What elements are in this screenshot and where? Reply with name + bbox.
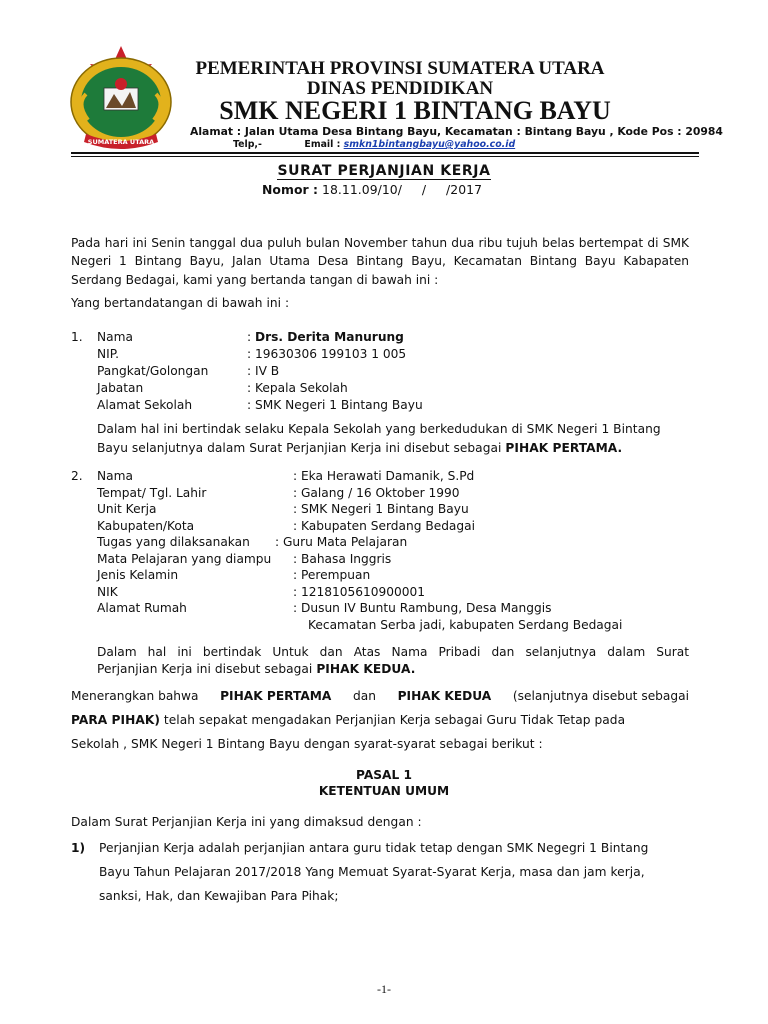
explain-text: dan bbox=[353, 689, 376, 703]
signed-below-text: Yang bertandatangan di bawah ini : bbox=[71, 296, 290, 310]
explain-pihak-kedua: PIHAK KEDUA bbox=[397, 689, 492, 703]
party1-row-rank bbox=[97, 363, 657, 380]
field-colon: : bbox=[247, 347, 255, 362]
field-label: Nama bbox=[97, 330, 133, 345]
definitions-intro: Dalam Surat Perjanjian Kerja ini yang dimaksud dengan : bbox=[71, 815, 422, 829]
field-colon: : bbox=[247, 363, 255, 378]
field-colon: : bbox=[293, 601, 301, 616]
field-label: Jabatan bbox=[97, 380, 144, 395]
field-value: Drs. Derita Manurung bbox=[254, 330, 404, 345]
field-colon: : bbox=[293, 469, 301, 484]
pasal-subtitle: KETENTUAN UMUM bbox=[318, 784, 450, 798]
field-colon: : bbox=[293, 502, 301, 517]
field-colon: : bbox=[293, 485, 301, 500]
field-value: IV B bbox=[254, 363, 280, 378]
field-label: Mata Pelajaran yang diampu bbox=[97, 551, 272, 566]
party2-row bbox=[97, 567, 657, 584]
nomor-value: 18.11.09/10/ / /2017 bbox=[322, 182, 483, 197]
field-colon: : bbox=[247, 330, 255, 345]
document-number bbox=[262, 182, 482, 197]
party2-address-continuation bbox=[97, 617, 657, 634]
party2-fields bbox=[97, 468, 657, 633]
explain-line3: Sekolah , SMK Negeri 1 Bintang Bayu dengan syarat-syarat sebagai berikut : bbox=[71, 737, 543, 751]
field-value: SMK Negeri 1 Bintang Bayu bbox=[300, 502, 469, 517]
desc-text: Perjanjian Kerja ini disebut sebagai bbox=[97, 662, 313, 676]
party1-number: 1. bbox=[71, 330, 83, 344]
field-value: Kabupaten Serdang Bedagai bbox=[300, 518, 475, 533]
letterhead-contact bbox=[233, 139, 515, 150]
field-value: Kecamatan Serba jadi, kabupaten Serdang Bedagai bbox=[308, 617, 623, 632]
field-colon: : bbox=[293, 518, 301, 533]
explain-pihak-pertama: PIHAK PERTAMA bbox=[220, 689, 332, 703]
field-value: SMK Negeri 1 Bintang Bayu bbox=[254, 397, 423, 412]
intro-paragraph: Pada hari ini Senin tanggal dua puluh bulan November tahun dua ribu tujuh belas bertempat di SMK Negeri 1 Bintang Bayu, Jalan Utama Desa Bintang Bayu, Kecamatan Bintang Bayu Kabapaten Serdang Bedagai, kami yang bertanda tangan di bawah ini : bbox=[71, 236, 689, 287]
telp-label: Telp,- bbox=[233, 139, 262, 150]
party2-description-line2 bbox=[97, 662, 415, 676]
letterhead-divider-thin bbox=[71, 156, 699, 157]
party2-row bbox=[97, 600, 657, 617]
explain-text: (selanjutnya disebut sebagai bbox=[512, 689, 689, 703]
field-value: Dusun IV Buntu Rambung, Desa Manggis bbox=[300, 601, 552, 616]
party1-description-line1: Dalam hal ini bertindak selaku Kepala Sekolah yang berkedudukan di SMK Negeri 1 Bintang bbox=[97, 422, 661, 436]
party1-row-nip bbox=[97, 346, 657, 363]
field-value: Kepala Sekolah bbox=[254, 380, 348, 395]
item1-line1: Perjanjian Kerja adalah perjanjian antara guru tidak tetap dengan SMK Negegri 1 Bintang bbox=[99, 841, 649, 855]
page-number: -1- bbox=[377, 982, 391, 996]
document-title: SURAT PERJANJIAN KERJA bbox=[277, 163, 491, 179]
svg-text:SUMATERA UTARA: SUMATERA UTARA bbox=[87, 138, 155, 146]
field-colon: : bbox=[293, 551, 301, 566]
item1-line2: Bayu Tahun Pelajaran 2017/2018 Yang Memuat Syarat-Syarat Kerja, masa dan jam kerja, bbox=[99, 865, 645, 879]
party2-description-line1: Dalam hal ini bertindak Untuk dan Atas Nama Pribadi dan selanjutnya dalam Surat bbox=[97, 645, 689, 659]
field-label: Pangkat/Golongan bbox=[97, 363, 209, 378]
party2-row bbox=[97, 468, 657, 485]
email-label: Email : bbox=[304, 139, 341, 150]
field-label: NIP. bbox=[97, 347, 120, 362]
explain-para-pihak: PARA PIHAK) bbox=[71, 713, 160, 727]
letterhead-department: DINAS PENDIDIKAN bbox=[306, 78, 494, 99]
field-value: Galang / 16 Oktober 1990 bbox=[300, 485, 460, 500]
field-value: Bahasa Inggris bbox=[300, 551, 392, 566]
letterhead-school-name: SMK NEGERI 1 BINTANG BAYU bbox=[219, 96, 611, 125]
field-colon: : bbox=[275, 535, 283, 550]
field-value: Perempuan bbox=[300, 568, 371, 583]
letterhead-government: PEMERINTAH PROVINSI SUMATERA UTARA bbox=[195, 58, 605, 79]
party2-role: PIHAK KEDUA. bbox=[316, 662, 416, 676]
party1-description-line2 bbox=[97, 441, 622, 455]
party2-row bbox=[97, 551, 657, 568]
field-value: 1218105610900001 bbox=[300, 584, 426, 599]
item1-line3: sanksi, Hak, dan Kewajiban Para Pihak; bbox=[99, 889, 339, 903]
field-label: Nama bbox=[97, 469, 133, 484]
field-colon: : bbox=[247, 380, 255, 395]
party1-row-name bbox=[97, 329, 657, 346]
party2-row bbox=[97, 485, 657, 502]
party2-row bbox=[97, 534, 657, 551]
field-label: NIK bbox=[97, 584, 118, 599]
field-value: Eka Herawati Damanik, S.Pd bbox=[300, 469, 475, 484]
explain-line2 bbox=[71, 713, 625, 727]
field-label: Kabupaten/Kota bbox=[97, 518, 195, 533]
party2-row bbox=[97, 518, 657, 535]
email-link[interactable]: smkn1bintangbayu@yahoo.co.id bbox=[343, 139, 516, 150]
item1-number: 1) bbox=[71, 841, 86, 855]
explain-line1 bbox=[71, 689, 689, 703]
field-colon: : bbox=[293, 584, 301, 599]
nomor-label: Nomor : bbox=[262, 182, 319, 197]
field-label: Tugas yang dilaksanakan bbox=[97, 535, 250, 550]
field-colon: : bbox=[247, 397, 255, 412]
explain-text: Menerangkan bahwa bbox=[71, 689, 199, 703]
party2-row bbox=[97, 584, 657, 601]
field-colon: : bbox=[293, 568, 301, 583]
party1-role: PIHAK PERTAMA. bbox=[505, 441, 623, 455]
pasal-title: PASAL 1 bbox=[356, 768, 412, 782]
party2-number: 2. bbox=[71, 469, 83, 483]
field-label: Tempat/ Tgl. Lahir bbox=[97, 485, 207, 500]
letterhead-divider-thick bbox=[71, 152, 699, 154]
party2-row bbox=[97, 501, 657, 518]
field-label: Alamat Rumah bbox=[97, 601, 187, 616]
provincial-seal-logo bbox=[66, 44, 176, 156]
field-label: Unit Kerja bbox=[97, 502, 157, 517]
letterhead-address: Alamat : Jalan Utama Desa Bintang Bayu, Kecamatan : Bintang Bayu , Kode Pos : 20984 bbox=[190, 125, 723, 138]
desc-text: Bayu selanjutnya dalam Surat Perjanjian Kerja ini disebut sebagai bbox=[97, 441, 502, 455]
party1-row-position bbox=[97, 379, 657, 396]
explain-text: telah sepakat mengadakan Perjanjian Kerja sebagai Guru Tidak Tetap pada bbox=[163, 713, 626, 727]
field-label: Jenis Kelamin bbox=[97, 568, 179, 583]
field-value: 19630306 199103 1 005 bbox=[254, 347, 407, 362]
party1-row-school-address bbox=[97, 396, 657, 413]
field-label: Alamat Sekolah bbox=[97, 397, 193, 412]
party1-fields bbox=[97, 329, 657, 413]
field-value: Guru Mata Pelajaran bbox=[282, 535, 408, 550]
